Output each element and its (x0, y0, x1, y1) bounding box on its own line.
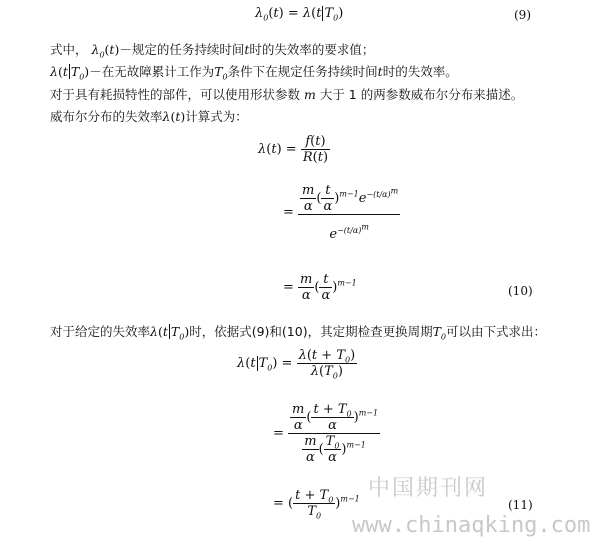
equation-10-line-1: λ(t) = $\frac{f(t)}{R(t)}$ (258, 134, 329, 165)
where-line: 式中， $\lambda_0(t)-$规定的任务持续时间t时的失效率的要求值； (50, 42, 375, 60)
equation-10-line-2: = $\frac{m}{\alpha}$ ( $\frac{t}{\alpha}$ )$^{m-1}e^{-(t/\alpha)^m}$ $e^{-(t/\alpha)^m}$ (283, 183, 399, 242)
weibull-line: 威布尔分布的失效率λ(t)计算式为： (50, 109, 248, 124)
given-text-b: 时，依据式(9)和(10)，其定期检查更换周期 (189, 324, 433, 339)
lambda-conditional-mid: 条件下在规定任务持续时间 (227, 64, 378, 79)
given-text-c: 可以由下式求出： (446, 324, 547, 339)
equation-11-line-2: = $\frac{m}{\alpha}$ ( $\frac{t + T_0}{\alpha}$ )$^{m-1}$ $\frac{m}{\alpha}$ ( $\frac{T_0}{\alpha}$ )$^{m-1}$ (273, 402, 379, 465)
lambda0-symbol: $\lambda_0(t)$ (91, 42, 120, 60)
wear-out-text-b: 大于 1 的两参数威布尔分布来描述。 (319, 87, 524, 102)
equation-number-11: (11) (508, 498, 533, 512)
given-text-a: 对于给定的失效率 (50, 324, 151, 339)
lambda0-description-end: 时的失效率的要求值； (249, 42, 375, 57)
equation-number-9: (9) (514, 8, 531, 22)
equation-11-line-3: = ( $\frac{t + T_0}{T_0}$ )$^{m-1}$ (273, 488, 360, 521)
equation-number-10: (10) (508, 284, 533, 298)
watermark-url: www.chinaqking.com (352, 513, 591, 538)
weibull-text: 威布尔分布的失效率 (50, 109, 163, 124)
wear-out-line: 对于具有耗损特性的部件，可以使用形状参数 m 大于 1 的两参数威布尔分布来描述。 (50, 87, 524, 102)
equation-9: $\lambda_0(t) = \lambda(t$ $T_0$) (255, 6, 344, 23)
equation-10-line-3: = $\frac{m}{\alpha}$ ( $\frac{t}{\alpha}$ )$^{m-1}$ (283, 272, 357, 303)
given-line: 对于给定的失效率λ(t $T_0$)时，依据式(9)和(10)，其定期检查更换周期$T_0$可以由下式求出： (50, 324, 547, 342)
watermark-cn: 中国期刊网 (368, 476, 489, 501)
fraction-f-over-r: $\frac{f(t)}{R(t)}$ (302, 134, 329, 165)
lambda-conditional-description: －在无故障累计工作为 (89, 64, 215, 79)
lambda0-description: －规定的任务持续时间 (119, 42, 245, 57)
weibull-text-end: 计算式为： (185, 109, 248, 124)
where-label: 式中， (50, 42, 88, 57)
lambda-conditional-end: 时的失效率。 (382, 64, 458, 79)
equation-11-line-1: λ(t $T_0$) = $\frac{\lambda(t + T_0)}{\lambda(T_0)}$ (237, 348, 356, 381)
wear-out-text-a: 对于具有耗损特性的部件，可以使用形状参数 (50, 87, 301, 102)
fraction-big: $\frac{m}{\alpha}$ ( $\frac{t}{\alpha}$ )$^{m-1}e^{-(t/\alpha)^m}$ $e^{-(t/\alpha)^m}$ (298, 183, 400, 242)
lambda-conditional-line: λ(t $T_0)-$在无故障累计工作为$T_0$条件下在规定任务持续时间t时的失效率。 (50, 64, 458, 82)
lambda-conditional-symbol: λ(t $T_0$) (50, 64, 90, 82)
